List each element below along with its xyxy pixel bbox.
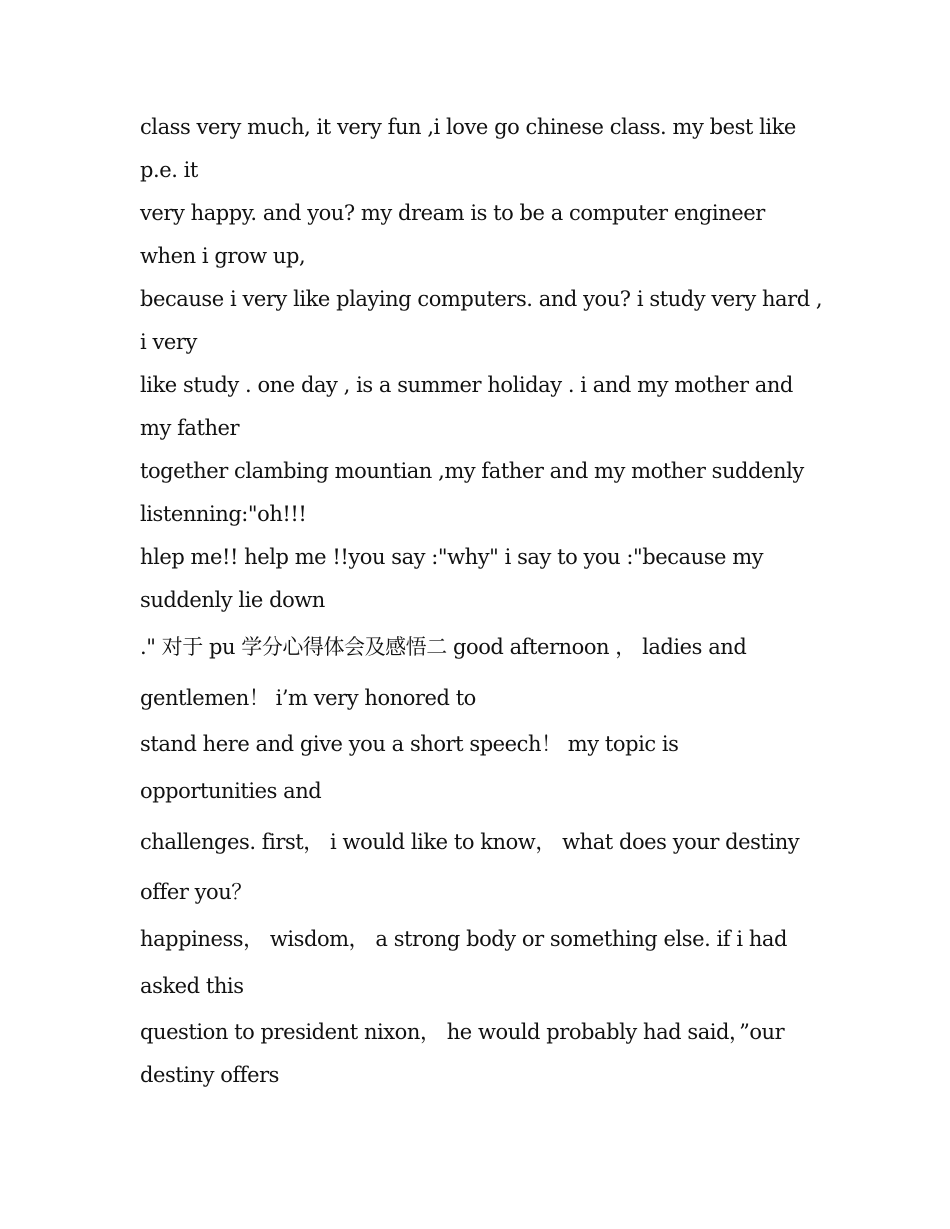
text-line: happiness， wisdom， a strong body or something else. if i had: [140, 926, 787, 951]
text-line: stand here and give you a short speech！ my topic is: [140, 732, 679, 756]
text-line: p.e. it: [140, 158, 198, 182]
text-line: asked this: [140, 973, 244, 998]
text-line: class very much, it very fun ,i love go chinese class. my best like: [140, 115, 796, 139]
text-line: i very: [140, 330, 197, 354]
text-line: my father: [140, 416, 240, 440]
text-line: destiny offers: [140, 1063, 279, 1087]
text-line: gentlemen！ i’m very honored to: [140, 685, 476, 710]
text-line: listenning:"oh!!!: [140, 502, 307, 526]
text-line: ." 对于 pu 学分心得体会及感悟二 good afternoon ， ladies and: [140, 635, 747, 659]
text-line: opportunities and: [140, 779, 322, 803]
text-line: hlep me!! help me !!you say :"why" i say to you :"because my: [140, 545, 764, 569]
text-line: because i very like playing computers. and you? i study very hard ,: [140, 287, 823, 311]
text-line: question to president nixon， he would probably had said，”our: [140, 1020, 785, 1044]
text-line: suddenly lie down: [140, 588, 325, 612]
text-line: challenges. first， i would like to know， what does your destiny: [140, 829, 800, 854]
text-line: very happy. and you? my dream is to be a computer engineer: [140, 201, 765, 225]
text-line: together clambing mountian ,my father and my mother suddenly: [140, 459, 804, 483]
text-line: offer you？: [140, 880, 252, 904]
document-body: [140, 106, 830, 1097]
text-line: when i grow up,: [140, 244, 306, 268]
text-line: like study . one day , is a summer holiday . i and my mother and: [140, 373, 793, 397]
